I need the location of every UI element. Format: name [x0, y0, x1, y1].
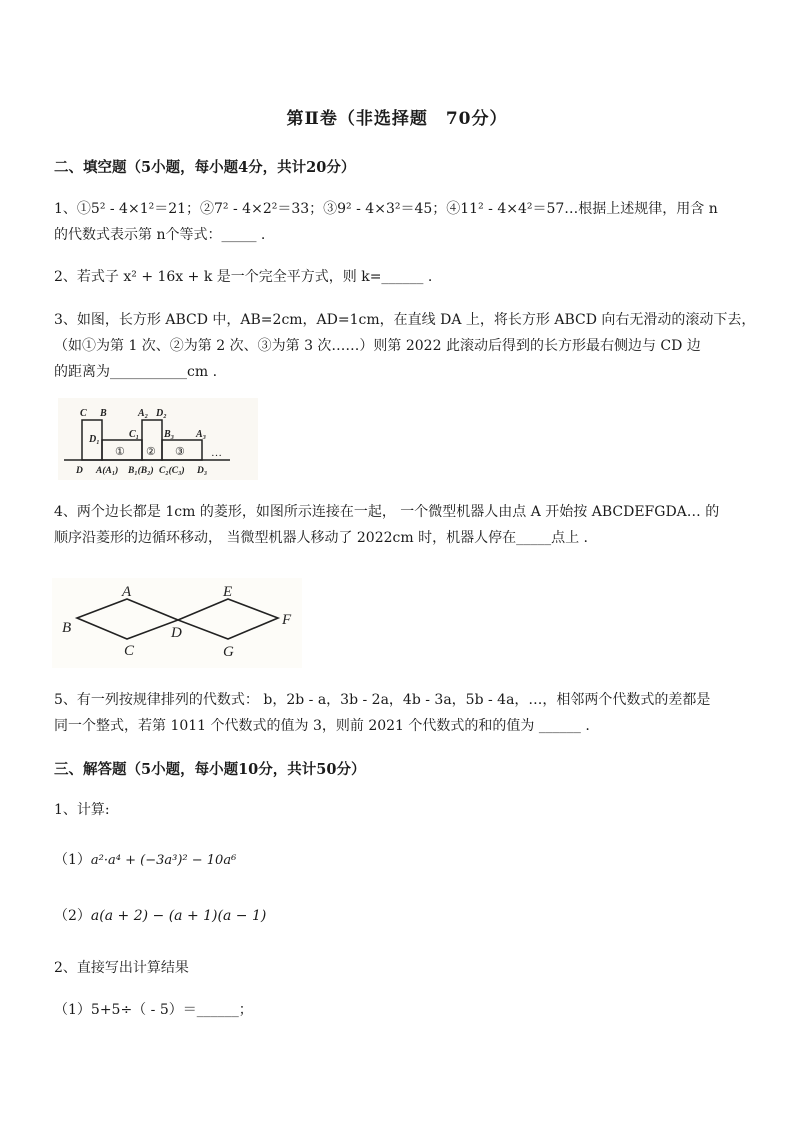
s3-q1-part2	[54, 906, 266, 926]
q1-line1: 1、①5² - 4×1²＝21；②7² - 4×2²＝33；③9² - 4×3²＝45；④11² - 4×4²＝57…根据上述规律，用含 n	[54, 201, 718, 217]
label-c1: C₁	[129, 429, 140, 440]
s3-q1-part1	[54, 850, 236, 871]
label-d1: D₁	[89, 434, 100, 445]
s3-q1-part2-prefix: （2）	[54, 908, 91, 924]
label-a3: A₃	[196, 429, 207, 440]
label-c: C	[80, 408, 87, 419]
q5-line1: 5、有一列按规律排列的代数式： b，2b - a，3b - 2a，4b - 3a，5b - 4a，…，相邻两个代数式的差都是	[54, 692, 711, 708]
rolling-rectangle-figure	[58, 398, 258, 480]
label-f: F	[282, 612, 292, 628]
label-a2: A₂	[138, 408, 149, 419]
label-d: D	[76, 466, 83, 476]
s3-q1-part2-expr: a(a + 2) − (a + 1)(a − 1)	[90, 908, 267, 924]
label-d: D	[171, 625, 182, 641]
label-b3: B₃	[164, 429, 175, 440]
s3-q1-part1-prefix: （1）	[54, 852, 91, 868]
q2-line1: 2、若式子 x² + 16x + k 是一个完全平方式，则 k=______ .	[54, 269, 433, 285]
q3-line2: （如①为第 1 次、②为第 2 次、③为第 3 次……）则第 2022 此滚动后得到的长方形最右侧边与 CD 边	[54, 338, 701, 354]
label-b: B	[62, 620, 72, 636]
label-b: B	[100, 408, 107, 419]
q4-line2: 顺序沿菱形的边循环移动， 当微型机器人移动了 2022cm 时，机器人停在_____点上 .	[54, 530, 588, 546]
label-ellipsis: …	[211, 447, 222, 459]
label-circle-3: ③	[175, 446, 185, 458]
q3-line1: 3、如图，长方形 ABCD 中，AB=2cm，AD=1cm，在直线 DA 上，将长方形 ABCD 向右无滑动的滚动下去，	[54, 312, 756, 328]
label-g: G	[223, 644, 234, 660]
s3-q2-part1: （1）5+5÷（ - 5）＝______；	[54, 1002, 253, 1018]
q1-line2: 的代数式表示第 n个等式：_____ .	[54, 227, 266, 243]
s3-q2-label: 2、直接写出计算结果	[54, 960, 189, 976]
q3-line3: 的距离为___________cm .	[54, 364, 218, 380]
label-d2: D₂	[156, 408, 167, 419]
label-circle-1: ①	[115, 446, 125, 458]
label-c2-c3: C₂(C₃)	[159, 466, 185, 476]
label-d3: D₃	[197, 466, 208, 476]
s3-q1-part1-expr: a²·a⁴ + (−3a³)² − 10a⁶	[90, 853, 237, 868]
label-c: C	[124, 643, 135, 659]
label-e: E	[223, 584, 233, 600]
label-circle-2: ②	[146, 446, 156, 458]
section-heading-fill-in: 二、填空题（5小题，每小题4分，共计20分）	[54, 159, 356, 176]
label-a-a1: A(A₁)	[96, 466, 119, 476]
label-b1-b2: B₁(B₂)	[128, 466, 154, 476]
page-title: 第Ⅱ卷（非选择题 70分）	[286, 109, 508, 129]
s3-q1-label: 1、计算:	[54, 802, 110, 818]
rhombus-figure	[52, 578, 302, 668]
label-a: A	[122, 584, 132, 600]
section-heading-solve: 三、解答题（5小题，每小题10分，共计50分）	[54, 761, 366, 778]
q4-line1: 4、两个边长都是 1cm 的菱形，如图所示连接在一起， 一个微型机器人由点 A 开始按 ABCDEFGDA… 的	[54, 504, 720, 520]
q5-line2: 同一个整式，若第 1011 个代数式的值为 3，则前 2021 个代数式的和的值为 ______ .	[54, 718, 590, 734]
